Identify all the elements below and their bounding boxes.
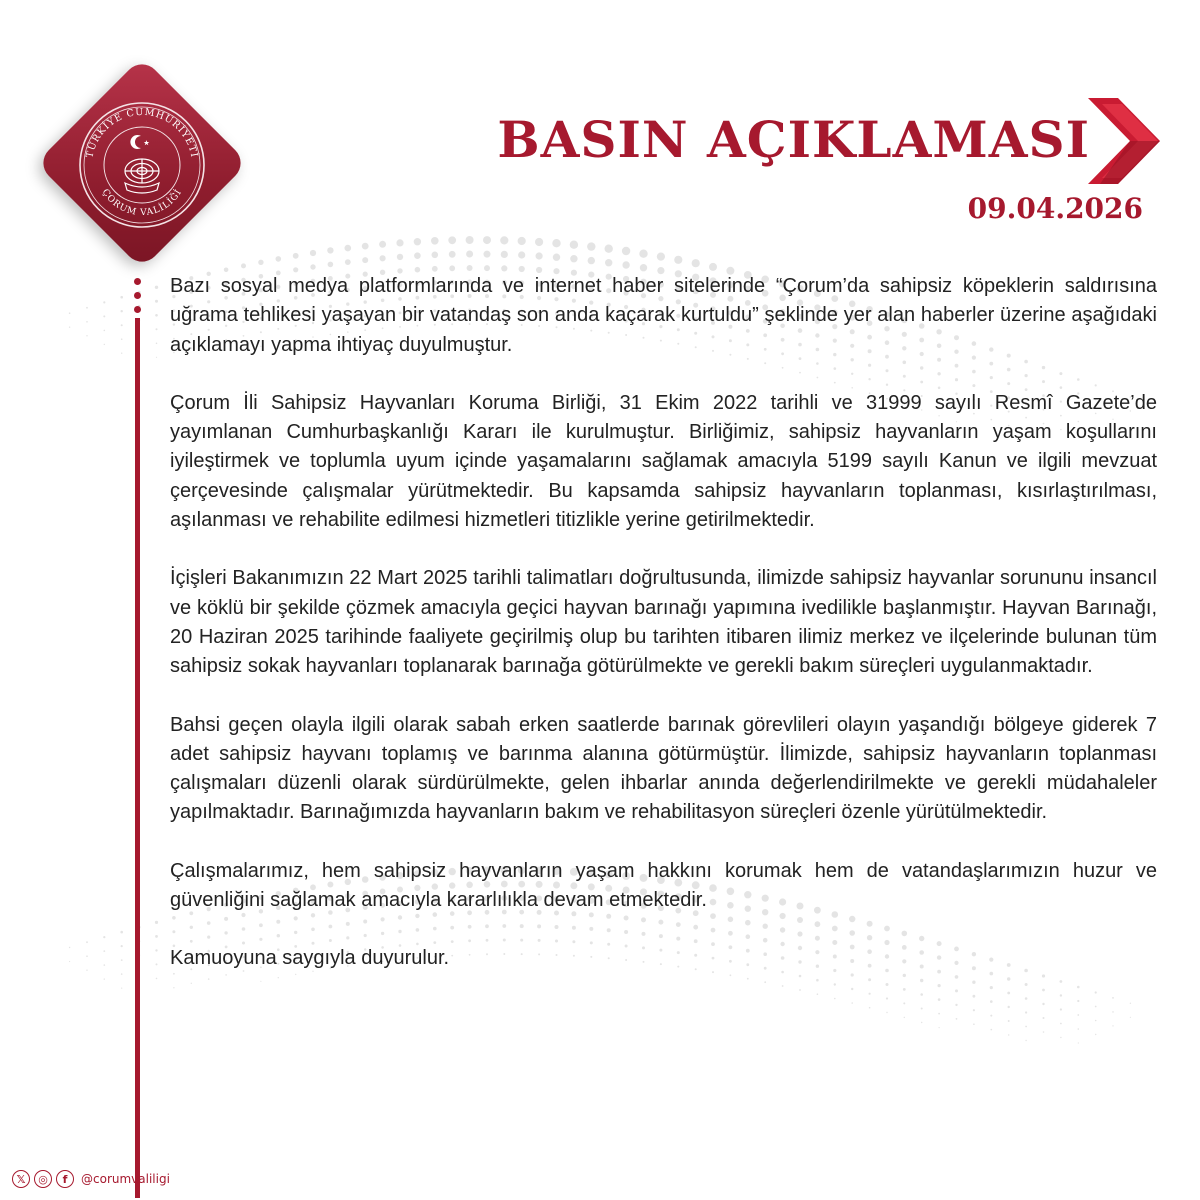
body-paragraph: Çalışmalarımız, hem sahipsiz hayvanların yaşam hakkını korumak hem de vatandaşlarımızın huzur ve güvenliğini sağlamak amacıyla kararlılıkla devam etmektedir. — [170, 859, 1157, 912]
halftone-dot — [1008, 1034, 1009, 1035]
halftone-dot — [501, 251, 508, 258]
halftone-dot — [362, 257, 368, 263]
halftone-dot — [276, 256, 282, 262]
rosette-icon — [125, 159, 159, 193]
body-paragraph: Kamuoyuna saygıyla duyurulur. — [170, 947, 450, 970]
halftone-dot — [156, 328, 158, 330]
halftone-dot — [396, 239, 403, 246]
halftone-dot — [1077, 1014, 1079, 1016]
halftone-dot — [121, 338, 123, 340]
body-paragraph: Bahsi geçen olayla ilgili olarak sabah erken saatlerde barınak görevlileri olayın yaşandığı bölgeye giderek 7 adet sahipsiz hayvanı toplamış ve barınma alanına götürmüştür. İlimizde, sahipsiz hayvanların toplanması çalışmaları düzenli olarak sürdürülmekte, gelen ihbarlar anında değerlendirilmekte ve gerekli müdahaleler yapılmaktadır. Barınağımızda hayvanların bakım ve rehabilitasyon süreçleri özenle yürütülmektedir. — [170, 713, 1157, 824]
halftone-dot — [990, 1015, 992, 1017]
halftone-dot — [466, 236, 474, 244]
seal-text-bottom: ÇORUM VALİLİĞİ — [99, 187, 185, 219]
halftone-dot — [587, 242, 595, 250]
halftone-dot — [397, 254, 403, 260]
halftone-dot — [379, 241, 386, 248]
halftone-dot — [955, 1004, 957, 1006]
halftone-dot — [156, 978, 158, 980]
body-paragraph: Çorum İli Sahipsiz Hayvanları Koruma Birliği, 31 Ekim 2022 tarihli ve 31999 sayılı Resmî Gazete’de yayımlanan Cumhurbaşkanlığı Kararı ile kurulmuştur. Birliğimiz, sahipsiz hayvanların yaşam koşullarını iyileştirmek ve toplumla uyum içinde yaşamalarını sağlamak amacıyla 5199 sayılı Kanun ve ilgili mevzuat çerçevesinde çalışmalar yürütmektedir. Bu kapsamda sahipsiz hayvanların toplanması, kısırlaştırılması, aşılanması ve rehabilite edilmesi hizmetleri titizlikle yerine getirilmektedir. — [170, 391, 1157, 532]
halftone-dot — [104, 978, 105, 979]
halftone-dot — [310, 250, 316, 256]
halftone-dot — [466, 251, 473, 258]
halftone-dot — [86, 321, 88, 323]
halftone-dot — [156, 963, 158, 965]
halftone-dot — [886, 1012, 887, 1013]
halftone-dot — [605, 245, 613, 253]
halftone-dot — [588, 257, 595, 264]
halftone-dot — [991, 1029, 993, 1031]
halftone-dot — [155, 300, 158, 303]
halftone-dot — [1025, 1040, 1026, 1041]
halftone-dot — [69, 961, 70, 962]
halftone-dot — [120, 931, 123, 934]
halftone-dot — [293, 253, 299, 259]
halftone-dot — [640, 264, 647, 271]
body-paragraph: İçişleri Bakanımızın 22 Mart 2025 tarihli talimatları doğrultusunda, ilimizde sahipsiz hayvanlar sorununu insancıl ve köklü bir şekilde çözmek amacıyla geçici hayvan barınağı yapımına ivedilikle başlanmıştır. Hayvan Barınağı, 20 Haziran 2025 tarihinde faaliyete geçirilmiş olup bu tarihten itibaren ilimiz merkez ve ilçelerinde bulunan tüm sahipsiz sokak hayvanları toplanarak barınağa götürülmekte ve gerekli bakım süreçleri uygulanmaktadır. — [170, 567, 1157, 678]
halftone-dot — [69, 312, 71, 314]
halftone-dot — [921, 1008, 923, 1010]
social-handle[interactable]: @corumvaliligi — [81, 1172, 170, 1186]
press-release-body — [170, 272, 1157, 1003]
halftone-dot — [103, 950, 105, 952]
halftone-dot — [552, 239, 560, 247]
social-footer — [12, 1168, 170, 1190]
halftone-dot — [921, 1022, 922, 1023]
halftone-dot — [605, 259, 612, 266]
halftone-dot — [1060, 1023, 1062, 1025]
halftone-dot — [414, 252, 421, 259]
seal-logo — [37, 58, 247, 268]
halftone-dot — [103, 315, 105, 317]
halftone-dot — [1095, 1020, 1097, 1022]
halftone-dot — [121, 353, 122, 354]
halftone-dot — [973, 1009, 975, 1011]
halftone-dot — [121, 310, 123, 312]
halftone-dot — [904, 1017, 905, 1018]
halftone-dot — [536, 252, 543, 259]
halftone-dot — [570, 241, 578, 249]
accent-dot — [134, 306, 141, 313]
page-title: BASIN AÇIKLAMASI — [497, 110, 1090, 169]
halftone-dot — [1008, 1020, 1010, 1022]
halftone-dot — [327, 247, 333, 253]
halftone-dot — [956, 1018, 958, 1020]
halftone-dot — [903, 1002, 905, 1004]
halftone-dot — [1130, 1017, 1131, 1018]
halftone-dot — [155, 921, 158, 924]
halftone-dot — [156, 343, 158, 345]
halftone-dot — [483, 236, 491, 244]
halftone-dot — [414, 238, 421, 245]
halftone-dot — [103, 936, 105, 938]
halftone-dot — [553, 254, 560, 261]
instagram-icon[interactable]: ◎ — [34, 1170, 52, 1188]
halftone-dot — [535, 238, 543, 246]
halftone-dot — [104, 344, 105, 345]
halftone-dot — [973, 1023, 975, 1025]
halftone-dot — [449, 265, 455, 271]
halftone-dot — [1043, 1017, 1045, 1019]
halftone-dot — [1060, 1008, 1062, 1010]
crescent-icon — [130, 135, 141, 149]
halftone-dot — [1043, 1031, 1045, 1033]
halftone-dot — [1078, 1042, 1079, 1043]
halftone-dot — [86, 941, 88, 943]
body-paragraph: Bazı sosyal medya platformlarında ve internet haber sitelerinde “Çorum’da sahipsiz köpeklerin saldırısına uğrama tehlikesi yaşayan bir vatandaş son anda kaçarak kurtuldu” şeklinde yer alan haberler üzerine aşağıdaki açıklamayı yapma ihtiyaç duyulmuştur. — [170, 275, 1157, 356]
halftone-dot — [121, 959, 123, 961]
halftone-dot — [121, 945, 123, 947]
halftone-dot — [674, 256, 682, 264]
halftone-dot — [156, 357, 157, 358]
halftone-dot — [1112, 1025, 1113, 1026]
accent-dot — [134, 278, 141, 285]
halftone-dot — [1008, 1006, 1010, 1008]
halftone-dot — [1025, 1026, 1027, 1028]
halftone-dot — [155, 949, 157, 951]
halftone-dot — [518, 251, 525, 258]
halftone-dot — [1095, 1034, 1096, 1035]
star-icon — [144, 140, 150, 145]
halftone-dot — [432, 252, 439, 259]
halftone-dot — [1112, 1011, 1114, 1013]
halftone-dot — [622, 261, 629, 268]
halftone-dot — [86, 307, 88, 309]
halftone-dot — [938, 1013, 940, 1015]
halftone-dot — [501, 265, 507, 271]
halftone-dot — [431, 237, 439, 245]
svg-text:TÜRKİYE CUMHURİYETİ — [85, 107, 201, 159]
halftone-dot — [86, 335, 87, 336]
halftone-dot — [328, 262, 334, 268]
facebook-icon[interactable]: f — [56, 1170, 74, 1188]
halftone-dot — [69, 947, 70, 948]
halftone-dot — [622, 247, 630, 255]
halftone-dot — [120, 296, 123, 299]
halftone-dot — [518, 237, 526, 245]
chevron-arrow-icon — [1088, 98, 1164, 184]
halftone-dot — [69, 327, 70, 328]
halftone-dot — [449, 251, 456, 258]
halftone-dot — [362, 243, 369, 250]
halftone-dot — [86, 955, 88, 957]
halftone-dot — [500, 236, 508, 244]
halftone-dot — [1042, 1003, 1044, 1005]
accent-vertical-line — [135, 318, 140, 1198]
halftone-dot — [939, 1027, 940, 1028]
accent-dot — [134, 292, 141, 299]
halftone-dot — [448, 236, 456, 244]
halftone-dot — [1060, 1037, 1061, 1038]
halftone-dot — [121, 324, 123, 326]
halftone-dot — [380, 255, 386, 261]
halftone-dot — [869, 1007, 871, 1009]
halftone-dot — [155, 314, 158, 317]
halftone-dot — [121, 973, 123, 975]
halftone-dot — [692, 259, 700, 267]
halftone-dot — [103, 301, 105, 303]
halftone-dot — [310, 264, 315, 269]
halftone-dot — [709, 263, 717, 271]
halftone-dot — [155, 286, 158, 289]
halftone-dot — [467, 265, 473, 271]
halftone-dot — [1130, 1003, 1131, 1004]
halftone-dot — [432, 266, 438, 272]
halftone-dot — [345, 259, 351, 265]
governorship-emblem — [37, 58, 247, 268]
halftone-dot — [345, 245, 352, 252]
halftone-dot — [1078, 1028, 1080, 1030]
seal-text-top: TÜRKİYE CUMHURİYETİ — [84, 106, 200, 159]
halftone-dot — [1095, 1006, 1097, 1008]
halftone-dot — [121, 988, 122, 989]
halftone-dot — [104, 330, 106, 332]
halftone-dot — [657, 253, 665, 261]
x-icon[interactable]: 𝕏 — [12, 1170, 30, 1188]
halftone-dot — [86, 970, 87, 971]
halftone-dot — [570, 255, 577, 262]
halftone-dot — [155, 935, 158, 938]
halftone-dot — [639, 250, 647, 258]
halftone-dot — [1025, 1011, 1027, 1013]
svg-text:ÇORUM VALİLİĞİ — [100, 187, 185, 219]
halftone-dot — [104, 964, 106, 966]
release-date: 09.04.2026 — [967, 192, 1143, 225]
halftone-dot — [484, 251, 491, 258]
halftone-dot — [258, 260, 263, 265]
halftone-dot — [484, 265, 490, 271]
